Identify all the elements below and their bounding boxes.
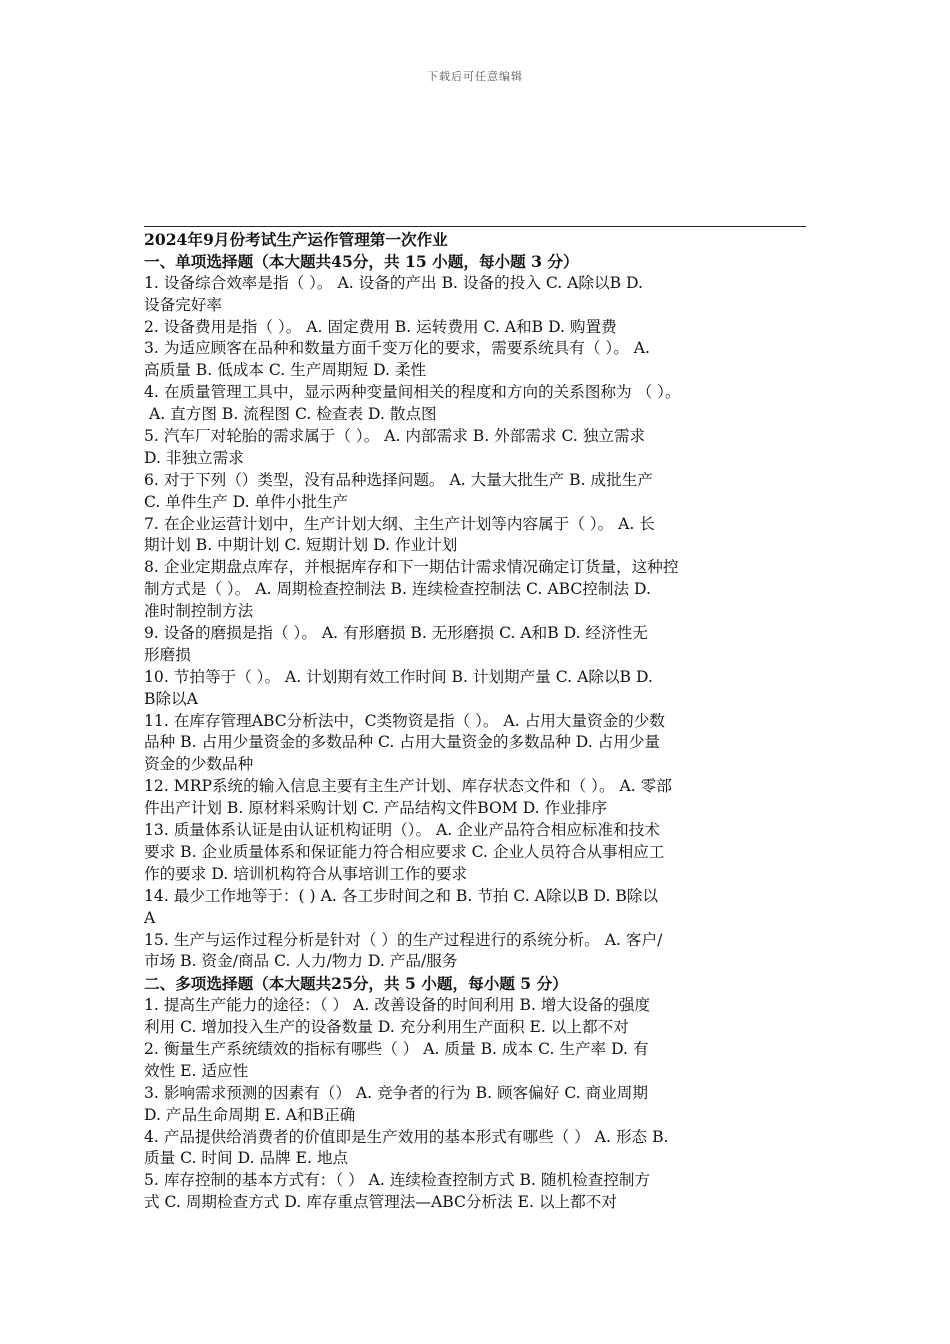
question-line: 形磨损 [144,645,191,664]
question-line: 1. 设备综合效率是指（ ）。 A. 设备的产出 B. 设备的投入 C. A除以B D. [144,273,643,292]
question-line: 14. 最少工作地等于：( ) A. 各工步时间之和 B. 节拍 C. A除以B D. B除以 [144,886,659,905]
question-line: 利用 C. 增加投入生产的设备数量 D. 充分利用生产面积 E. 以上都不对 [144,1018,629,1037]
question-line: 13. 质量体系认证是由认证机构证明（）。 A. 企业产品符合相应标准和技术 [144,821,660,840]
question-line: 4. 在质量管理工具中，显示两种变量间相关的程度和方向的关系图称为 （ ）。 [144,383,681,402]
question-line: 品种 B. 占用少量资金的多数品种 C. 占用大量资金的多数品种 D. 占用少量 [144,733,661,752]
question-line: 12. MRP系统的输入信息主要有主生产计划、库存状态文件和（ ）。 A. 零部 [144,777,672,796]
question-line: 3. 影响需求预测的因素有（） A. 竞争者的行为 B. 顾客偏好 C. 商业周期 [144,1083,648,1102]
question-line: 5. 库存控制的基本方式有：（ ） A. 连续检查控制方式 B. 随机检查控制方 [144,1171,651,1190]
question-line: 高质量 B. 低成本 C. 生产周期短 D. 柔性 [144,361,427,380]
question-line: 件出产计划 B. 原材料采购计划 C. 产品结构文件BOM D. 作业排序 [144,799,607,818]
question-line: 11. 在库存管理ABC分析法中，C类物资是指（ ）。 A. 占用大量资金的少数 [144,711,665,730]
question-line: 式 C. 周期检查方式 D. 库存重点管理法—ABC分析法 E. 以上都不对 [144,1193,617,1212]
document-body [144,229,808,1214]
question-line: A. 直方图 B. 流程图 C. 检查表 D. 散点图 [144,405,437,424]
question-line: 要求 B. 企业质量体系和保证能力符合相应要求 C. 企业人员符合从事相应工 [144,842,665,861]
question-line: 10. 节拍等于（ ）。 A. 计划期有效工作时间 B. 计划期产量 C. A除以B D. [144,667,653,686]
question-lines [144,251,808,1214]
section-heading: 一、单项选择题（本大题共45分，共 15 小题，每小题 3 分） [144,251,579,271]
question-line: 制方式是（ ）。 A. 周期检查控制法 B. 连续检查控制法 C. ABC控制法 D. [144,580,651,599]
question-line: 8. 企业定期盘点库存，并根据库存和下一期估计需求情况确定订货量，这种控 [144,558,679,577]
title-divider [144,226,806,227]
question-line: 设备完好率 [144,295,222,314]
question-line: 效性 E. 适应性 [144,1061,249,1080]
question-line: 3. 为适应顾客在品种和数量方面千变万化的要求，需要系统具有（ ）。 A. [144,339,650,358]
question-line: 5. 汽车厂对轮胎的需求属于（ ）。 A. 内部需求 B. 外部需求 C. 独立需求 [144,427,646,446]
question-line: A [144,908,156,927]
question-line: 7. 在企业运营计划中，生产计划大纲、主生产计划等内容属于（ ）。 A. 长 [144,514,655,533]
question-line: 质量 C. 时间 D. 品牌 E. 地点 [144,1149,349,1168]
question-line: 4. 产品提供给消费者的价值即是生产效用的基本形式有哪些（ ） A. 形态 B. [144,1127,669,1146]
question-line: 准时制控制方法 [144,602,254,621]
question-line: 15. 生产与运作过程分析是针对（ ）的生产过程进行的系统分析。 A. 客户/ [144,930,663,949]
question-line: D. 非独立需求 [144,448,244,467]
header-note: 下载后可任意编辑 [427,70,523,83]
question-line: 作的要求 D. 培训机构符合从事培训工作的要求 [144,864,468,883]
question-line: B除以A [144,689,198,708]
section-heading: 二、多项选择题（本大题共25分，共 5 小题，每小题 5 分） [144,974,568,994]
question-line: 期计划 B. 中期计划 C. 短期计划 D. 作业计划 [144,536,458,555]
question-line: C. 单件生产 D. 单件小批生产 [144,492,349,511]
question-line: 2. 衡量生产系统绩效的指标有哪些（ ） A. 质量 B. 成本 C. 生产率 D. 有 [144,1039,649,1058]
question-line: 6. 对于下列（）类型，没有品种选择问题。 A. 大量大批生产 B. 成批生产 [144,470,653,489]
question-line: 1. 提高生产能力的途径：（ ） A. 改善设备的时间利用 B. 增大设备的强度 [144,996,651,1015]
question-line: 市场 B. 资金/商品 C. 人力/物力 D. 产品/服务 [144,952,458,971]
question-line: 9. 设备的磨损是指（ ）。 A. 有形磨损 B. 无形磨损 C. A和B D. 经济性无 [144,624,648,643]
question-line: D. 产品生命周期 E. A和B正确 [144,1105,356,1124]
question-line: 资金的少数品种 [144,755,254,774]
question-line: 2. 设备费用是指（ ）。 A. 固定费用 B. 运转费用 C. A和B D. 购置费 [144,317,617,336]
document-title: 2024年9月份考试生产运作管理第一次作业 [144,230,448,249]
